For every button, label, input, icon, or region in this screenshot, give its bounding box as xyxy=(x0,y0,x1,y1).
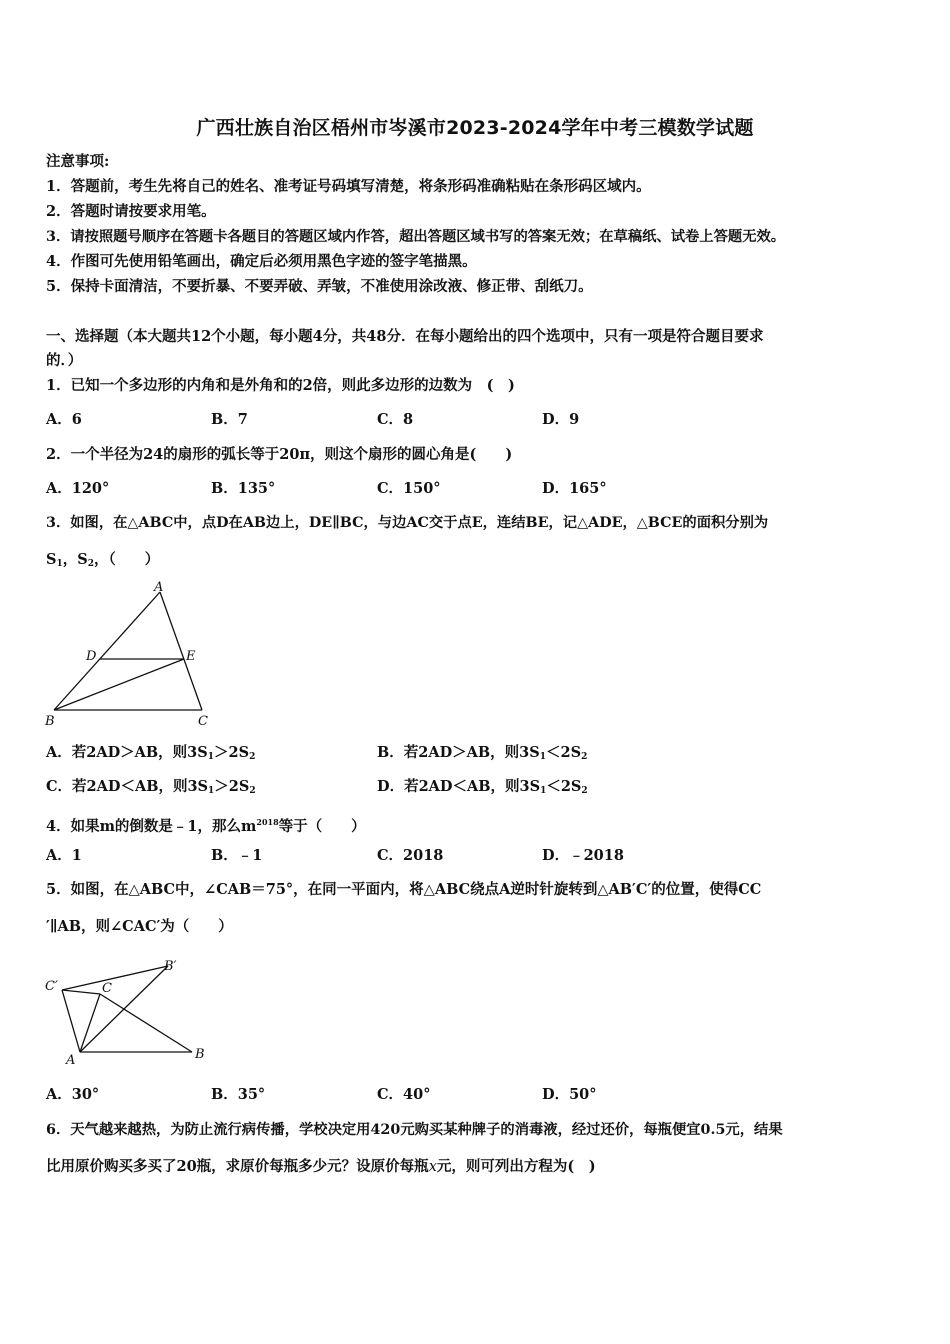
q3-segment-ac xyxy=(160,592,202,710)
q2-option-c: C．150° xyxy=(377,480,441,497)
q4-option-d: D．﹣2018 xyxy=(542,847,624,864)
notice-item-3: 3．请按照题号顺序在答题卡各题目的答题区域内作答，超出答题区域书写的答案无效；在草稿纸、试卷上答题无效。 xyxy=(46,229,786,245)
q3-option-c: C．若2AD＜AB，则$3S_1>2S_2$ xyxy=(46,778,256,796)
q6-stem-line1: 6．天气越来越热，为防止流行病传播，学校决定用420元购买某种牌子的消毒液，经过还价，每瓶便宜0.5元，结果 xyxy=(46,1122,783,1138)
q3-option-b: B．若2AD＞AB，则$3S_1<2S_2$ xyxy=(377,744,588,762)
q2-option-b: B．135° xyxy=(211,480,276,497)
q3-stem-line1: 3．如图，在△ABC中，点D在AB边上，DE∥BC，与边AC交于点E，连结BE，记△ADE，△BCE的面积分别为 xyxy=(46,515,769,531)
section-heading-line1: 一、选择题（本大题共12个小题，每小题4分，共48分．在每小题给出的四个选项中，只有一项是符合题目要求 xyxy=(46,328,764,345)
q3-option-a: A．若2AD＞AB，则$3S_1>2S_2$ xyxy=(46,744,256,762)
q5-label-cprime: C′ xyxy=(45,979,58,994)
q3-label-d: D xyxy=(86,649,97,664)
q5-segment-acp xyxy=(62,990,80,1052)
q4-option-b: B．﹣1 xyxy=(211,847,263,864)
notice-item-2: 2．答题时请按要求用笔。 xyxy=(46,203,216,220)
notice-heading: 注意事项: xyxy=(46,153,110,170)
q5-option-d: D．50° xyxy=(542,1086,597,1103)
q3-label-b: B xyxy=(45,714,55,729)
q5-label-b: B xyxy=(195,1047,205,1062)
section-heading-line2: 的．） xyxy=(46,352,83,369)
q5-label-bprime: B′ xyxy=(164,959,177,974)
q4-option-a: A．1 xyxy=(46,847,82,864)
q5-option-b: B．35° xyxy=(211,1086,266,1103)
q5-rotation-figure xyxy=(40,952,220,1072)
q5-segment-ccp xyxy=(62,990,100,994)
q5-segment-cb xyxy=(100,994,192,1052)
q2-option-d: D．165° xyxy=(542,480,607,497)
q2-option-a: A．120° xyxy=(46,480,110,497)
q5-option-c: C．40° xyxy=(377,1086,431,1103)
q3-triangle-figure xyxy=(40,578,220,730)
q5-segment-cpbp xyxy=(62,966,168,990)
q5-stem-line1: 5．如图，在△ABC中，∠CAB＝75°，在同一平面内，将△ABC绕点A逆时针旋转到△AB′C′的位置，使得CC xyxy=(46,881,762,898)
q3-segment-ab xyxy=(54,592,160,710)
q1-option-b: B．7 xyxy=(211,411,248,428)
q3-label-e: E xyxy=(186,649,196,664)
q3-label-a: A xyxy=(154,580,164,595)
q5-label-c: C xyxy=(102,981,112,996)
q1-option-c: C．8 xyxy=(377,411,414,428)
q3-option-d: D．若2AD＜AB，则$3S_1<2S_2$ xyxy=(377,778,588,796)
q6-stem-line2: 比用原价购买多买了20瓶，求原价每瓶多少元？设原价每瓶x元，则可列出方程为( ) xyxy=(46,1158,596,1175)
notice-item-5: 5．保持卡面清洁，不要折暴、不要弄破、弄皱，不准使用涂改液、修正带、刮纸刀。 xyxy=(46,278,593,295)
q1-stem: 1．已知一个多边形的内角和是外角和的2倍，则此多边形的边数为 ( ) xyxy=(46,377,515,394)
exam-title: 广西壮族自治区梧州市岑溪市2023-2024学年中考三模数学试题 xyxy=(196,117,754,139)
notice-item-1: 1．答题前，考生先将自己的姓名、准考证号码填写清楚，将条形码准确粘贴在条形码区域内。 xyxy=(46,178,651,195)
q3-segment-be xyxy=(54,659,184,710)
q5-stem-line2: ′∥AB，则∠CAC′为（ ） xyxy=(46,918,233,935)
q1-option-d: D．9 xyxy=(542,411,580,428)
q5-segment-ac xyxy=(80,994,100,1052)
q5-option-a: A．30° xyxy=(46,1086,100,1103)
q1-option-a: A．6 xyxy=(46,411,82,428)
q5-label-a: A xyxy=(66,1053,76,1068)
q2-stem: 2．一个半径为24的扇形的弧长等于20π，则这个扇形的圆心角是( ) xyxy=(46,446,513,463)
q4-stem: 4．如果m的倒数是﹣1，那么$m^{2018}$等于（ ） xyxy=(46,817,366,835)
q3-stem-line2: $S_1$，$S_2$，（ ） xyxy=(46,551,160,569)
notice-item-4: 4．作图可先使用铅笔画出，确定后必须用黑色字迹的签字笔描黑。 xyxy=(46,253,477,270)
q4-option-c: C．2018 xyxy=(377,847,444,864)
q3-label-c: C xyxy=(198,714,208,729)
